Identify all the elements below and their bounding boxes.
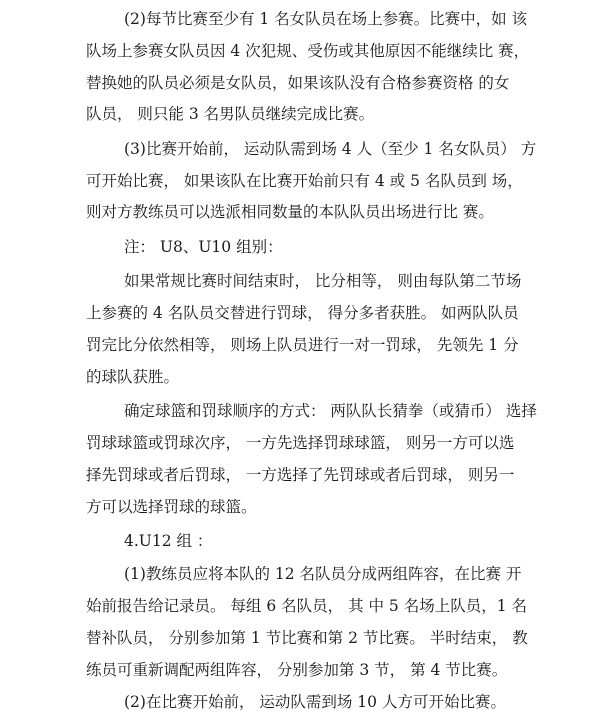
paragraph-line: 确定球篮和罚球顺序的方式： 两队队长猜拳（或猜币） 选择 bbox=[124, 402, 537, 420]
paragraph-line: 如果常规比赛时间结束时， 比分相等， 则由每队第二节场 bbox=[124, 272, 522, 290]
paragraph-line: 则对方教练员可以选派相同数量的本队队员出场进行比 赛。 bbox=[86, 203, 494, 221]
paragraph-line: (2)在比赛开始前， 运动队需到场 10 人方可开始比赛。 bbox=[124, 693, 506, 711]
paragraph-line: 替换她的队员必须是女队员，如果该队没有合格参赛资格 的女 bbox=[86, 74, 510, 92]
paragraph-line: (2)每节比赛至少有 1 名女队员在场上参赛。比赛中，如 该 bbox=[124, 10, 528, 28]
paragraph-line: 队员， 则只能 3 名男队员继续完成比赛。 bbox=[86, 105, 375, 123]
paragraph-line: 择先罚球或者后罚球， 一方选择了先罚球或者后罚球， 则另一 bbox=[86, 466, 515, 484]
paragraph-line: 可开始比赛， 如果该队在比赛开始前只有 4 或 5 名队员到 场， bbox=[86, 172, 523, 190]
paragraph-line: 罚完比分依然相等， 则场上队员进行一对一罚球， 先领先 1 分 bbox=[86, 336, 519, 354]
paragraph-line: 始前报告给记录员。 每组 6 名队员， 其 中 5 名场上队员，1 名 bbox=[86, 597, 528, 615]
section-heading: 4.U12 组 ： bbox=[124, 532, 213, 550]
note-heading: 注： U8、U10 组别： bbox=[124, 238, 283, 256]
paragraph-line: 方可以选择罚球的球篮。 bbox=[86, 498, 257, 516]
paragraph-line: 练员可重新调配两组阵容， 分别参加第 3 节， 第 4 节比赛。 bbox=[86, 661, 508, 679]
paragraph-line: 队场上参赛女队员因 4 次犯规、受伤或其他原因不能继续比 赛， bbox=[86, 42, 530, 60]
paragraph-line: 上参赛的 4 名队员交替进行罚球， 得分多者获胜。 如两队队员 bbox=[86, 304, 519, 322]
paragraph-line: (1)教练员应将本队的 12 名队员分成两组阵容，在比赛 开 bbox=[124, 565, 522, 583]
paragraph-line: 的球队获胜。 bbox=[86, 368, 180, 386]
paragraph-line: 替补队员， 分别参加第 1 节比赛和第 2 节比赛。 半时结束， 教 bbox=[86, 629, 528, 647]
paragraph-line: 罚球球篮或罚球次序， 一方先选择罚球球篮， 则另一方可以选 bbox=[86, 434, 515, 452]
paragraph-line: (3)比赛开始前， 运动队需到场 4 人（至少 1 名女队员） 方 bbox=[124, 140, 537, 158]
